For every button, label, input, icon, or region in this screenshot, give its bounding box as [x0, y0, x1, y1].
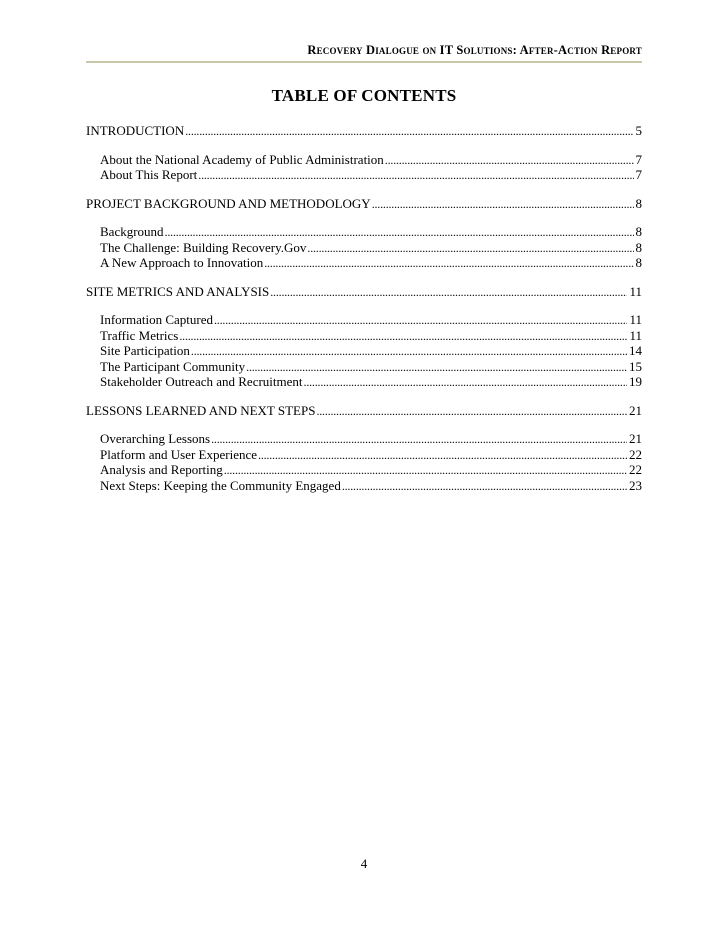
toc-subentry-page: 8	[635, 255, 642, 270]
toc-subentry-title: Traffic Metrics	[100, 327, 179, 343]
toc-entry-title: PROJECT BACKGROUND AND METHODOLOGY	[86, 195, 371, 211]
toc-subentry[interactable]	[86, 224, 642, 240]
toc-section-site-metrics	[86, 284, 642, 390]
toc-subentry[interactable]	[86, 312, 642, 328]
toc-entry-page: 5	[635, 123, 642, 138]
dot-leader	[185, 123, 633, 140]
toc-subentry[interactable]	[86, 255, 642, 271]
dot-leader	[214, 312, 627, 329]
toc-subentry[interactable]	[86, 328, 642, 344]
toc-subentry-page: 23	[629, 477, 642, 493]
toc-subentry-title: About This Report	[100, 167, 198, 182]
header-rule	[86, 61, 642, 63]
toc-subentry-title: The Participant Community	[100, 358, 246, 374]
dot-leader	[316, 403, 627, 420]
toc-entry[interactable]	[86, 403, 642, 419]
toc-subentry[interactable]	[86, 152, 642, 168]
toc-subentry-page: 7	[635, 151, 642, 167]
toc-subentry-page: 8	[635, 239, 642, 255]
toc-subentry-title: Analysis and Reporting	[100, 462, 223, 477]
dot-leader	[165, 224, 634, 241]
toc-subentry[interactable]	[86, 374, 642, 390]
toc-subentry-title: About the National Academy of Public Administration	[100, 151, 384, 167]
dot-leader	[270, 284, 627, 301]
toc-entry[interactable]	[86, 196, 642, 212]
toc-subentry-page: 15	[629, 358, 642, 374]
dot-leader	[211, 431, 627, 448]
toc-entry[interactable]	[86, 123, 642, 139]
toc-subentry[interactable]	[86, 431, 642, 447]
toc-subentry[interactable]	[86, 240, 642, 256]
toc-subentry-page: 11	[629, 312, 642, 327]
toc-subentry-page: 21	[629, 431, 642, 446]
toc-subentry-page: 7	[635, 167, 642, 182]
toc-subentry-title: Background	[100, 224, 164, 239]
toc-entry-title: LESSONS LEARNED AND NEXT STEPS	[86, 402, 316, 418]
toc-subentry-page: 19	[629, 374, 642, 389]
toc-subentry[interactable]	[86, 359, 642, 375]
toc-subentry-page: 8	[635, 224, 642, 239]
toc-entry-page: 8	[635, 195, 642, 211]
toc-subentry[interactable]	[86, 167, 642, 183]
toc-subentry[interactable]	[86, 447, 642, 463]
toc-subentry-title: Information Captured	[100, 312, 213, 327]
toc-subentry-title: Platform and User Experience	[100, 446, 258, 462]
page-number: 4	[360, 856, 368, 871]
dot-leader	[224, 462, 627, 479]
toc-heading: TABLE OF CONTENTS	[271, 86, 457, 105]
toc-entry[interactable]	[86, 284, 642, 300]
toc-subentry-page: 14	[629, 343, 642, 358]
toc-subentry-title: The Challenge: Building Recovery.Gov	[100, 239, 307, 255]
toc-entry-page: 21	[629, 402, 642, 418]
toc-subentry-title: A New Approach to Innovation	[100, 255, 264, 270]
toc-entry-title: INTRODUCTION	[86, 123, 185, 138]
dot-leader	[179, 328, 627, 345]
toc-subentry-title: Stakeholder Outreach and Recruitment	[100, 374, 303, 389]
toc-section-project-background	[86, 196, 642, 271]
toc-subentry-title: Site Participation	[100, 343, 190, 358]
toc-subentry-page: 22	[629, 446, 642, 462]
dot-leader	[385, 152, 634, 169]
running-header: Recovery Dialogue on IT Solutions: After-Action Report	[307, 43, 642, 57]
toc-subentry[interactable]	[86, 478, 642, 494]
toc-entry-page: 11	[629, 283, 642, 299]
toc-subentry[interactable]	[86, 462, 642, 478]
dot-leader	[198, 167, 633, 184]
dot-leader	[342, 478, 627, 495]
toc-subentry[interactable]	[86, 343, 642, 359]
toc-section-lessons-learned	[86, 403, 642, 494]
toc-subentry-title: Overarching Lessons	[100, 431, 211, 446]
toc-entry-title: SITE METRICS AND ANALYSIS	[86, 283, 270, 299]
dot-leader	[264, 255, 633, 272]
dot-leader	[258, 447, 627, 464]
table-of-contents	[86, 123, 642, 506]
toc-section-introduction	[86, 123, 642, 183]
dot-leader	[304, 374, 627, 391]
dot-leader	[246, 359, 627, 376]
toc-subentry-page: 11	[629, 327, 642, 343]
dot-leader	[307, 240, 633, 257]
dot-leader	[372, 196, 634, 213]
dot-leader	[191, 343, 627, 360]
toc-subentry-title: Next Steps: Keeping the Community Engaged	[100, 477, 341, 493]
toc-subentry-page: 22	[629, 462, 642, 477]
